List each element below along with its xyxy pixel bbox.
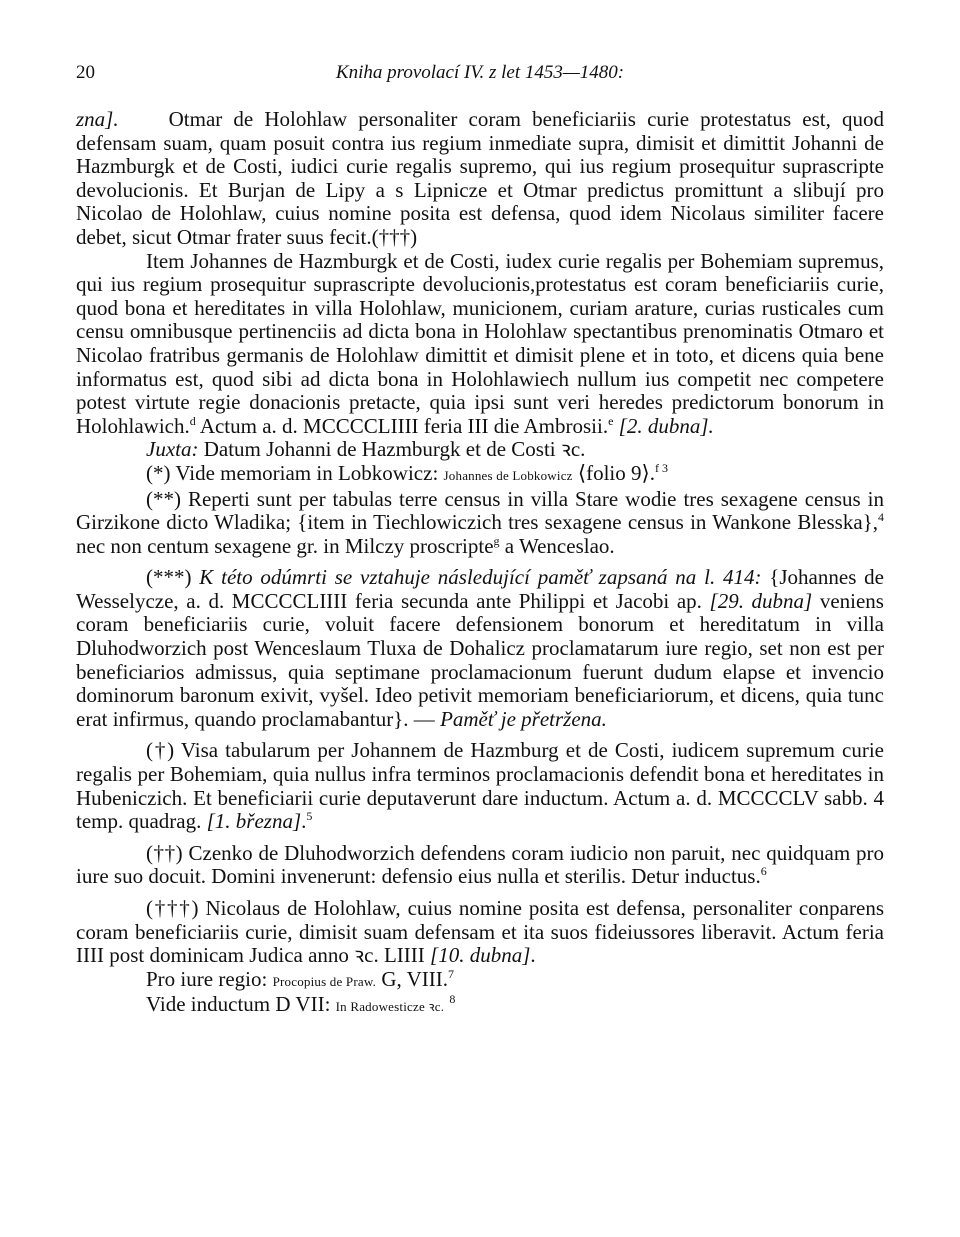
footnote-ref: f 3 <box>654 460 668 475</box>
page-number: 20 <box>76 62 95 83</box>
note-double-asterisk: (**) Reperti sunt per tabulas terre census in villa Stare wodie tres sexagene census in Girzikone dicto Wladika; {item in Tiechlowiczich tres sexagene census in Wankone Blesska},$^4$ nec non centum sexagene gr. in Milczy proscripte$^g$ a Wenceslao. <box>76 486 884 558</box>
juxta-line: Juxta: Datum Johanni de Hazmburgk et de Costi ꝛc. <box>146 437 586 462</box>
paragraph-text: Otmar de Holohlaw personaliter coram beneficiariis curie protestatus est, quod defensam suam, quam posuit contra ius regium inmediate supra, dimisit et dimittit Johanni de Hazmburgk et de Costi, iudici curie regalis supremo, qui ius regium prosequitur suprascripte devolucionis. Et Burjan de Lipy a s Lipnicze et Otmar predictus promittunt a slibují pro Nicolao de Holohlaw, cuius nomine posita est defensa, quod idem Nicolaus similiter facere debet, sicut Otmar frater suus fecit.(†††) <box>76 107 884 249</box>
paragraph-item: Item Johannes de Hazmburgk et de Costi, iudex curie regalis per Bohemiam supremus, qui ius regium prosequitur suprascripte devolucionis,protestatus est coram beneficiariis curie, quod bona et hereditates in villa Holohlaw, municionem, curiam arature, curias rusticales cum censu omnibusque pertinenciis ad dicta bona in Holohlaw spectantibus prenominatis Otmaro et Nicolao fratribus germanis de Holohlaw dimittit et dimisit plene et in toto, et dicens quia bene informatus est, quod sibi ad dicta bona in Holohlawiech nullum ius competit nec competere potest virtute regie donacionis pretacte, quia ipsi sunt veri heredes predictorum bonorum in Holohlawich.$^d$ Actum a. d. MCCCCLIIII feria III die Ambrosii.$^e$ [2. dubna]. <box>76 248 884 438</box>
running-title: Kniha provolací IV. z let 1453—1480: <box>335 62 625 83</box>
note-dagger: (†) Visa tabularum per Johannem de Hazmburg et de Costi, iudicem supremum curie regalis per Bohemiam, quia nullus infra terminos proclamacionis defendit bona et hereditates in Hubeniczich. Et beneficiarii curie deputaverunt dare inductum. Actum a. d. MCCCCLV sabb. 4 temp. quadrag. [1. března].$^5$ <box>76 738 884 834</box>
footnote-ref: d <box>189 413 196 428</box>
date-note: [2. dubna]. <box>618 413 714 438</box>
pro-iure-regio-line: Pro iure regio: Procopius de Praw. G, VIII.$^7$ <box>146 966 454 991</box>
document-page <box>76 0 884 1237</box>
vide-inductum-line: Vide inductum D VII: In Radowesticze ꝛc. $^8$ <box>146 992 456 1017</box>
footnote-ref: e <box>608 413 614 428</box>
document-body <box>76 108 884 1019</box>
date-tail: zna]. <box>76 107 119 131</box>
paragraph-otmar <box>76 108 884 250</box>
note-triple-asterisk: (***) K této odúmrti se vztahuje následující paměť zapsaná na l. 414: {Johannes de Wesselycze, a. d. MCCCCLIIII feria secunda ante Philippi et Jacobi ap. [29. dubna] veniens coram beneficiariis curie, voluit facere defensionem bonorum et hereditatum in villa Dluhodworzich post Wenceslaum Tluxa de Dohalicz proclamatarum iure regio, set non est per beneficiarios admissus, quia septimane proclamacionum fuerunt dudum elapse et invencio dominorum baronum exivit, vyšel. Ideo petivit memoriam beneficiariorum, et dicens, quia tunc erat infirmus, quando proclamabantur}. — Paměť je přetržena. <box>76 565 884 731</box>
note-triple-dagger: (†††) Nicolaus de Holohlaw, cuius nomine posita est defensa, personaliter conparens coram beneficiariis curie, dimisit suam defensam et ita suos fideiussores liberavit. Actum feria IIII post dominicam Judica anno ꝛc. LIIII [10. dubna]. <box>76 896 884 968</box>
page-header <box>76 62 884 88</box>
vide-memoriam-line: (*) Vide memoriam in Lobkowicz: Johannes de Lobkowicz ⟨folio 9⟩.$^{f 3}$ <box>146 460 668 485</box>
note-double-dagger: (††) Czenko de Dluhodworzich defendens coram iudicio non paruit, nec quidquam pro iure suo docuit. Domini invenerunt: defensio eius nulla et sterilis. Detur inductus.$^6$ <box>76 840 884 889</box>
